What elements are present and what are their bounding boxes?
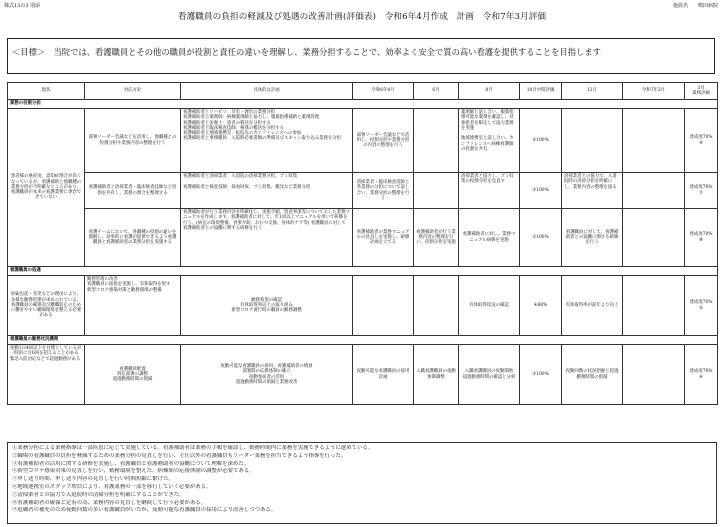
header-cell: 現状 bbox=[8, 83, 85, 100]
table-row bbox=[8, 109, 718, 173]
note-line: ⑦清掃業者との協力で入退院時の清掃分担を明確にすることができた。 bbox=[12, 491, 185, 498]
header-row bbox=[8, 83, 718, 100]
cell-apr: 看護補助者の業務マニュアルの見直しを実施し、研修計画を立てる bbox=[353, 209, 414, 267]
cell-feb bbox=[623, 109, 685, 173]
evaluation-table bbox=[7, 82, 718, 405]
cell-oct: ②100% bbox=[520, 173, 562, 209]
cell-plan: 看護補助者とリハビリ：早出・遅出の業務分担 看護補助者と薬剤師：病棟薬剤師と協力し、服薬指導補助と薬剤管理 看護補助者と栄養士：患者の移送を分担する 看護補助者と臨床検査技師：検体の搬送を分担する 看護補助者と地域連携室：転院先のカンファレンスへの参加 看護補助者と事務職員：入院時必要書類の準備及びスキャン取り込み業務を分担 bbox=[181, 109, 353, 173]
section-row bbox=[8, 267, 718, 276]
section-title: 業務の役割分担 bbox=[8, 100, 718, 109]
cell-apr: 清掃業者・臨床検査技師と各業務の分担について話し合い、業務分担の整理を行う bbox=[353, 173, 414, 209]
form-number: 様式13の3 別添 bbox=[4, 3, 41, 9]
cell-dec bbox=[562, 109, 623, 173]
section-row bbox=[8, 336, 718, 345]
note-line: ③看護補助者の活用に関する研修を実施し、看護職員と看護補助者の協働について理解を深めた。 bbox=[12, 460, 250, 467]
table-row bbox=[8, 276, 718, 336]
cell-plan: 看護補助者と清掃業者：入退院の清掃業務分担、ゴミ収集 看護補助者と検査技師：採血回収、ゴミ収集、搬送など業務分担 bbox=[181, 173, 353, 209]
cell-mar: 達成度70% ⑧ bbox=[685, 209, 718, 267]
goal-box bbox=[7, 38, 715, 74]
facility-name: 施設名 鳴田病院 bbox=[672, 3, 718, 9]
cell-oct: ②100% bbox=[520, 345, 562, 405]
cell-oct: ④60% bbox=[520, 276, 562, 336]
header-cell: 12月 bbox=[562, 83, 623, 100]
cell-mar: 達成度70% ④ bbox=[685, 109, 718, 173]
section-title: 看護職員の処遇 bbox=[8, 267, 718, 276]
document-title: 看護職員の負担の軽減及び処遇の改善計画(評価表) 令和6年4月作成 計画 令和7年3月評価 bbox=[177, 12, 547, 22]
table-row bbox=[8, 173, 718, 209]
cell-dec: 有休取得率が前年より向上 bbox=[562, 276, 623, 336]
evaluation-notes bbox=[7, 442, 717, 524]
section-row bbox=[8, 100, 718, 109]
cell-dec: 夜勤回数の状況把握と超過勤務時間の削減 bbox=[562, 345, 623, 405]
header-cell: 令和7年2月 bbox=[623, 83, 685, 100]
cell-aug: 薬剤師と話し合い、服薬指導可能な薬剤を確認し、対象患者を限定して協力業務を実施 地域連携室と話し合い、カンファレンスへ病棟看護師の役割を共有 bbox=[459, 109, 520, 173]
cell-jun: 看護補助者が行う業務内容の整理を行い、役割分担を実施 bbox=[414, 209, 459, 267]
cell-feb bbox=[623, 209, 685, 267]
cell-current-state: 妊娠出産・育児などの理由により、多様な勤務形態が求められている。看護職員の確保及び離職防止のために働きやすい職場環境を整える必要がある bbox=[8, 276, 85, 336]
note-line: ⑧看護補助者の確保と定着の為、業務内容の見直しを継続して行う必要がある。 bbox=[12, 499, 207, 506]
note-line: ⑥地域連携室のスタッフ増員により、看護業務の一部を移行していく必要がある。 bbox=[12, 483, 212, 490]
cell-aug: 入職看護職員の夜勤開始 超過勤務時間の確認と分析 bbox=[459, 345, 520, 405]
cell-policy: 看護補助者と清掃業者・臨床検査技師など役割を共有し、業務の割合を整理する bbox=[85, 173, 181, 209]
cell-oct: ②100% bbox=[520, 209, 562, 267]
cell-current-state: 夜勤1日4回以下を目標としているが一時的に月6回を超えることがある 緊急入院対応などで超過勤務がある bbox=[8, 345, 85, 405]
cell-jun bbox=[414, 173, 459, 209]
cell-aug: 清掃業者と協力し、ゴミ収集の役割分担を見直す bbox=[459, 173, 520, 209]
cell-policy: 勤務管理の改善 看護職員に面接を実施し、有休取得を促す 新型コロナ感染対策と勤務環境の整備 bbox=[85, 276, 181, 336]
cell-oct: ②100% bbox=[520, 109, 562, 173]
header-cell: 6月 bbox=[414, 83, 459, 100]
cell-apr bbox=[353, 276, 414, 336]
header-cell: 8月 bbox=[459, 83, 520, 100]
cell-mar: 達成度70% ⑥ bbox=[685, 345, 718, 405]
goal-text: ＜目標＞ 当院では、看護職員とその他の職員が役割と責任の違いを理解し、業務分担することで、効率よく安全で質の高い看護を提供することを目指します bbox=[12, 47, 601, 57]
cell-policy: 看護チームにおいて、各職種の役割の違いを理解し、効率的に看護が提供できるよう看護職員と看護補助者の業務分担を実施する bbox=[85, 209, 181, 267]
cell-feb bbox=[623, 173, 685, 209]
cell-dec: 看護職員に対して、看護補助者との協働に関する研修を行う bbox=[562, 209, 623, 267]
cell-aug: 有休取得状況の確認 bbox=[459, 276, 520, 336]
cell-feb bbox=[623, 276, 685, 336]
cell-plan: 勤務希望の確認 有休取得率向上の取り組み 新型コロナ流行時の職員の勤務調整 bbox=[181, 276, 353, 336]
table-row bbox=[8, 209, 718, 267]
cell-mar: 達成度70% ⑦ bbox=[685, 173, 718, 209]
header-cell: 3月 最終評価 bbox=[685, 83, 718, 100]
header-cell: 10月中間評価 bbox=[520, 83, 562, 100]
cell-plan: 看護補助者が行う業務内容を明確化し、実施手順、留意事項等について示した業務マニュアルを作成します。看護補助者に対して、年1回以上マニュアルを用いて研修を行う。(病室の環境整備、食事介助、おむつ交換、身体的ケア等) 看護職員に対して看護補助者との協働に関する研修を行う bbox=[181, 209, 353, 267]
header-cell: 令和6年4月 bbox=[353, 83, 414, 100]
cell-policy: 部署リーダー会議などを活用し、他職種との役割分担や業務内容の整理を行う bbox=[85, 109, 181, 173]
note-line: ⑤申し送り時間、申し送り内容の見直しを行い時間短縮に繋げた。 bbox=[12, 476, 174, 483]
table-row bbox=[8, 345, 718, 405]
cell-dec: 清掃業者との協力で、入退院時の清掃分担を明確にし、業務内容の整理を図る bbox=[562, 173, 623, 209]
cell-apr: 部署リーダー会議などで活用し、役割分担や業務分担の内容の整理を行う bbox=[353, 109, 414, 173]
cell-aug: 看護補助者に対し、業務マニュアル研修を実施 bbox=[459, 209, 520, 267]
note-line: ④新型コロナ感染対策の見直しを行い、勤務環境を整えた。病棟間の応援体制の調整が必要である。 bbox=[12, 468, 255, 475]
note-line: ②職場の看護職員の負担を軽減するための業務分担の見直しを行い、主任以外の看護職員もリーダー業務を担当できるよう指導を行った。 bbox=[12, 452, 347, 459]
cell-policy: 看護職員配置 特定部署の調整 超過勤務時間の削減 bbox=[85, 345, 181, 405]
cell-jun bbox=[414, 276, 459, 336]
section-title: 看護職員の勤務状況機関 bbox=[8, 336, 718, 345]
cell-feb bbox=[623, 345, 685, 405]
cell-mar: 達成度70% ⑤ bbox=[685, 276, 718, 336]
note-line: ①業務分担による業務指導は一部疾患に応じて実施している。看護補助者は業務の手順を確認し、勤務時間内に業務を実施できるように進めている。 bbox=[12, 445, 374, 451]
note-line: ⑨退職者の補充のため夜勤回数の多い看護職員がいたが、夜勤可能な看護職員の採用により改善しつつある。 bbox=[12, 507, 277, 514]
cell-current-state: 患者様の重症度、認知症割合が高くなっているが、看護補助と他職種の業務分担が不明確なところがあり、看護職員が本来の看護業務に専念できていない bbox=[8, 109, 85, 267]
cell-jun bbox=[414, 109, 459, 173]
cell-plan: 夜勤可能な看護職員の採用、看護補助者の増員 部署間の応援体制の確立 夜勤専従者の活用 超過勤務時間の削減と業務改善 bbox=[181, 345, 353, 405]
cell-jun: 入職看護職員の夜勤体制調整 bbox=[414, 345, 459, 405]
cell-apr: 夜勤可能な看護職員の採用計画 bbox=[353, 345, 414, 405]
header-cell: 具体的な計画 bbox=[181, 83, 353, 100]
header-cell: 対応方針 bbox=[85, 83, 181, 100]
